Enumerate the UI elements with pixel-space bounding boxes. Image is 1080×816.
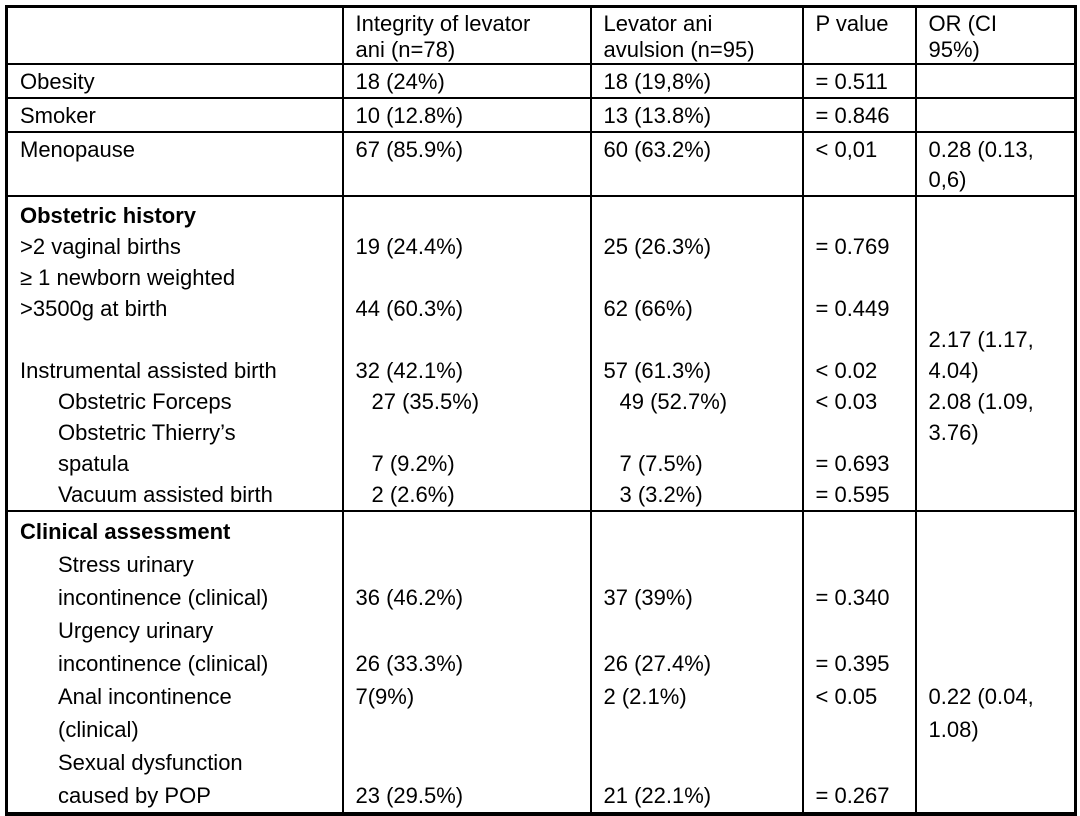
cell-line bbox=[929, 293, 1071, 324]
cell-line: 21 (22.1%) bbox=[603, 783, 712, 808]
column-header-label: P value bbox=[815, 11, 889, 36]
avulsion-value: 60 (63.2%) bbox=[591, 132, 803, 196]
cell-line bbox=[929, 647, 1071, 680]
integrity-value: 67 (85.9%) bbox=[343, 132, 591, 196]
cell-line: >2 vaginal births bbox=[20, 234, 181, 259]
cell-line bbox=[356, 200, 586, 231]
p-value: = 0.846 bbox=[803, 98, 916, 132]
cell-line bbox=[816, 746, 911, 779]
obstetric-labels-cell bbox=[7, 196, 343, 511]
obstetric-pvalue-cell bbox=[803, 196, 916, 511]
or-ci-value bbox=[916, 132, 1076, 196]
cell-line: caused by POP bbox=[58, 783, 211, 808]
cell-line: Urgency urinary bbox=[58, 618, 214, 643]
column-header-label: Integrity of levator ani (n=78) bbox=[355, 11, 531, 62]
cell-line bbox=[816, 614, 911, 647]
cell-line: 2 (2.6%) bbox=[371, 482, 455, 507]
cell-line: 37 (39%) bbox=[603, 585, 693, 610]
cell-line: Vacuum assisted birth bbox=[58, 482, 273, 507]
p-value: = 0.511 bbox=[803, 64, 916, 98]
clinical-pvalue-cell bbox=[803, 511, 916, 814]
cell-line bbox=[929, 200, 1071, 231]
cell-line: 26 (33.3%) bbox=[355, 651, 464, 676]
or-ci-text: 0.28 (0.13, 0,6) bbox=[928, 137, 1034, 192]
cell-line bbox=[816, 200, 911, 231]
cell-line bbox=[356, 324, 586, 355]
cell-line bbox=[356, 515, 586, 548]
cell-line: = 0.449 bbox=[815, 296, 890, 321]
cell-line bbox=[929, 515, 1071, 548]
table-row-menopause bbox=[7, 132, 1076, 196]
or-ci-value bbox=[916, 64, 1076, 98]
cell-line bbox=[356, 417, 586, 448]
clinical-or-cell bbox=[916, 511, 1076, 814]
table-row-clinical-assessment bbox=[7, 511, 1076, 814]
cell-line bbox=[356, 548, 586, 581]
row-label: Smoker bbox=[7, 98, 343, 132]
cell-line bbox=[929, 548, 1071, 581]
table-row-obesity bbox=[7, 64, 1076, 98]
cell-line bbox=[604, 200, 798, 231]
cell-line bbox=[816, 515, 911, 548]
cell-line: 3 (3.2%) bbox=[619, 482, 703, 507]
table-row-obstetric-history bbox=[7, 196, 1076, 511]
cell-line: incontinence (clinical) bbox=[58, 651, 269, 676]
cell-line: Obstetric Forceps bbox=[58, 389, 232, 414]
cell-line: = 0.595 bbox=[815, 482, 890, 507]
table-row-smoker bbox=[7, 98, 1076, 132]
cell-line bbox=[929, 614, 1071, 647]
or-ci-value bbox=[916, 98, 1076, 132]
cell-line: 2 (2.1%) bbox=[603, 684, 687, 709]
cell-line: 57 (61.3%) bbox=[603, 358, 712, 383]
cell-line bbox=[604, 746, 798, 779]
cell-line bbox=[356, 262, 586, 293]
cell-line: < 0.05 bbox=[815, 684, 878, 709]
clinical-labels-cell bbox=[7, 511, 343, 814]
cell-line: Clinical assessment bbox=[20, 519, 231, 544]
cell-line bbox=[816, 262, 911, 293]
cell-line: 27 (35.5%) bbox=[371, 389, 480, 414]
page bbox=[5, 5, 1077, 816]
cell-line bbox=[816, 548, 911, 581]
cell-line: Instrumental assisted birth bbox=[20, 358, 277, 383]
cell-line: incontinence (clinical) bbox=[58, 585, 269, 610]
cell-line: = 0.267 bbox=[815, 783, 890, 808]
cell-line: 23 (29.5%) bbox=[355, 783, 464, 808]
cell-line: 19 (24.4%) bbox=[355, 234, 464, 259]
cell-line bbox=[604, 262, 798, 293]
cell-line bbox=[929, 231, 1071, 262]
cell-line bbox=[604, 324, 798, 355]
cell-line bbox=[604, 713, 798, 746]
cell-line: 62 (66%) bbox=[603, 296, 693, 321]
cell-line: 32 (42.1%) bbox=[355, 358, 464, 383]
clinical-avulsion-cell bbox=[591, 511, 803, 814]
cell-line bbox=[604, 614, 798, 647]
cell-line bbox=[604, 417, 798, 448]
cell-line: >3500g at birth bbox=[20, 296, 168, 321]
cell-line: = 0.693 bbox=[815, 451, 890, 476]
header-avulsion-column bbox=[591, 7, 803, 65]
avulsion-value: 13 (13.8%) bbox=[591, 98, 803, 132]
cell-line bbox=[20, 324, 338, 355]
cell-line: 44 (60.3%) bbox=[355, 296, 464, 321]
obstetric-integrity-cell bbox=[343, 196, 591, 511]
cell-line: 7(9%) bbox=[355, 684, 415, 709]
column-header-label: Levator ani avulsion (n=95) bbox=[603, 11, 755, 62]
cell-line bbox=[929, 479, 1071, 510]
cell-line: 36 (46.2%) bbox=[355, 585, 464, 610]
cell-line: Anal incontinence bbox=[58, 684, 232, 709]
cell-line: ≥ 1 newborn weighted bbox=[20, 265, 236, 290]
header-empty-cell bbox=[7, 7, 343, 65]
cell-line bbox=[816, 417, 911, 448]
integrity-value: 10 (12.8%) bbox=[343, 98, 591, 132]
avulsion-value: 18 (19,8%) bbox=[591, 64, 803, 98]
cell-line bbox=[604, 548, 798, 581]
cell-line: Stress urinary bbox=[58, 552, 194, 577]
cell-line: = 0.340 bbox=[815, 585, 890, 610]
cell-line: 49 (52.7%) bbox=[619, 389, 728, 414]
p-value: < 0,01 bbox=[803, 132, 916, 196]
cell-line: = 0.395 bbox=[815, 651, 890, 676]
cell-line bbox=[929, 262, 1071, 293]
cell-line bbox=[816, 713, 911, 746]
cell-line bbox=[929, 746, 1071, 779]
cell-line: < 0.03 bbox=[815, 389, 878, 414]
cell-line: Obstetric Thierry’s bbox=[58, 420, 236, 445]
cell-line bbox=[816, 324, 911, 355]
row-label: Menopause bbox=[7, 132, 343, 196]
cell-line bbox=[356, 614, 586, 647]
cell-line: Sexual dysfunction bbox=[58, 750, 243, 775]
cell-line: (clinical) bbox=[58, 717, 139, 742]
cell-line: 26 (27.4%) bbox=[603, 651, 712, 676]
cell-line: < 0.02 bbox=[815, 358, 878, 383]
cell-line bbox=[356, 746, 586, 779]
row-label: Obesity bbox=[7, 64, 343, 98]
header-or-column bbox=[916, 7, 1076, 65]
header-integrity-column bbox=[343, 7, 591, 65]
cell-line: 7 (9.2%) bbox=[371, 451, 455, 476]
header-pvalue-column bbox=[803, 7, 916, 65]
cell-line: 25 (26.3%) bbox=[603, 234, 712, 259]
cell-line: 2.17 (1.17, 4.04) bbox=[928, 327, 1034, 383]
cell-line: spatula bbox=[58, 451, 129, 476]
cell-line bbox=[604, 515, 798, 548]
cell-line bbox=[929, 581, 1071, 614]
cell-line: = 0.769 bbox=[815, 234, 890, 259]
clinical-integrity-cell bbox=[343, 511, 591, 814]
cell-line bbox=[356, 713, 586, 746]
cell-line: 0.22 (0.04, 1.08) bbox=[928, 684, 1034, 742]
column-header-label: OR (CI 95%) bbox=[928, 11, 997, 62]
cell-line bbox=[929, 779, 1071, 812]
obstetric-or-cell bbox=[916, 196, 1076, 511]
cell-line: Obstetric history bbox=[20, 203, 197, 228]
cell-line bbox=[929, 448, 1071, 479]
obstetric-avulsion-cell bbox=[591, 196, 803, 511]
integrity-value: 18 (24%) bbox=[343, 64, 591, 98]
cell-line: 2.08 (1.09, 3.76) bbox=[928, 389, 1034, 445]
cell-line: 7 (7.5%) bbox=[619, 451, 703, 476]
results-table bbox=[5, 5, 1077, 816]
table-header-row bbox=[7, 7, 1076, 65]
